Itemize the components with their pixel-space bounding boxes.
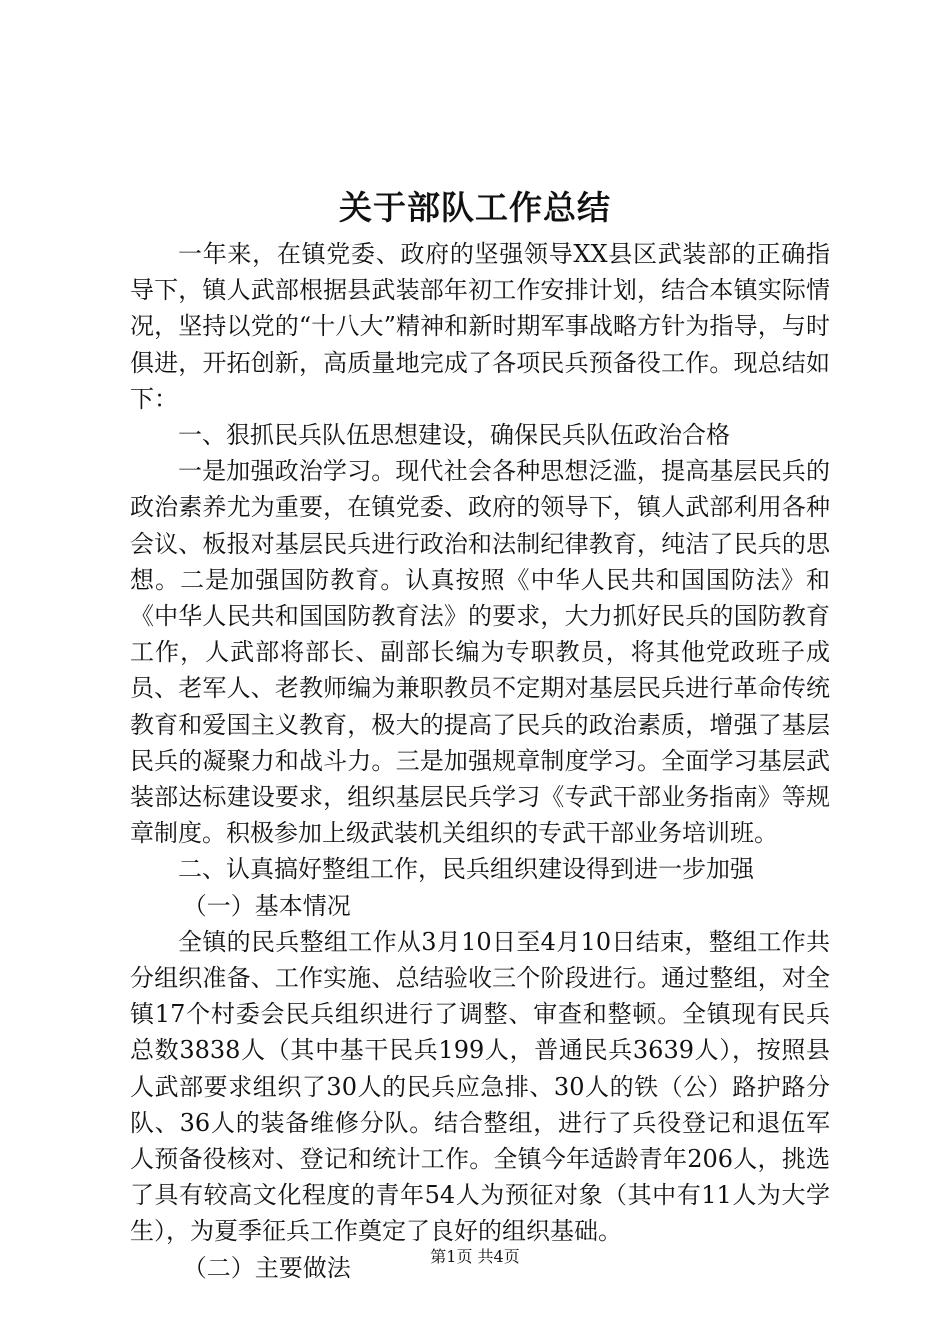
subsection-1-paragraph: 全镇的民兵整组工作从3月10日至4月10日结束，整组工作共分组织准备、工作实施、总结验收三个阶段进行。通过整组，对全镇17个村委会民兵组织进行了调整、审查和整顿。全镇现有民兵总数3838人（其中基干民兵199人，普通民兵3639人），按照县人武部要求组织了30人的民兵应急排、30人的铁（公）路护路分队、36人的装备维修分队。结合整组，进行了兵役登记和退伍军人预备役核对、登记和统计工作。全镇今年适龄青年206人，挑选了具有较高文化程度的青年54人为预征对象（其中有11人为大学生），为夏季征兵工作奠定了良好的组织基础。 bbox=[130, 927, 830, 1246]
subsection-heading-1: （一）基本情况 bbox=[182, 891, 351, 920]
section-1-paragraph: 一是加强政治学习。现代社会各种思想泛滥，提高基层民兵的政治素养尤为重要，在镇党委、政府的领导下，镇人武部利用各种会议、板报对基层民兵进行政治和法制纪律教育，纯洁了民兵的思想。二是加强国防教育。认真按照《中华人民共和国国防法》和《中华人民共和国国防教育法》的要求，大力抓好民兵的国防教育工作，人武部将部长、副部长编为专职教员，将其他党政班子成员、老军人、老教师编为兼职教员不定期对基层民兵进行革命传统教育和爱国主义教育，极大的提高了民兵的政治素质，增强了基层民兵的凝聚力和战斗力。三是加强规章制度学习。全面学习基层武装部达标建设要求，组织基层民兵学习《专武干部业务指南》等规章制度。积极参加上级武装机关组织的专武干部业务培训班。 bbox=[130, 457, 830, 848]
section-heading-2: 二、认真搞好整组工作，民兵组织建设得到进一步加强 bbox=[178, 855, 754, 884]
document-body bbox=[130, 236, 830, 1286]
document-title: 关于部队工作总结 bbox=[339, 188, 611, 227]
intro-paragraph: 一年来，在镇党委、政府的坚强领导XX县区武装部的正确指导下，镇人武部根据县武装部年初工作安排计划，结合本镇实际情况，坚持以党的“十八大”精神和新时期军事战略方针为指导，与时俱进，开拓创新，高质量地完成了各项民兵预备役工作。现总结如下： bbox=[130, 240, 830, 413]
section-heading-1: 一、狠抓民兵队伍思想建设，确保民兵队伍政治合格 bbox=[178, 421, 730, 450]
page-footer: 第1页 共4页 bbox=[430, 1247, 520, 1266]
subsection-heading-2: （二）主要做法 bbox=[182, 1253, 351, 1282]
